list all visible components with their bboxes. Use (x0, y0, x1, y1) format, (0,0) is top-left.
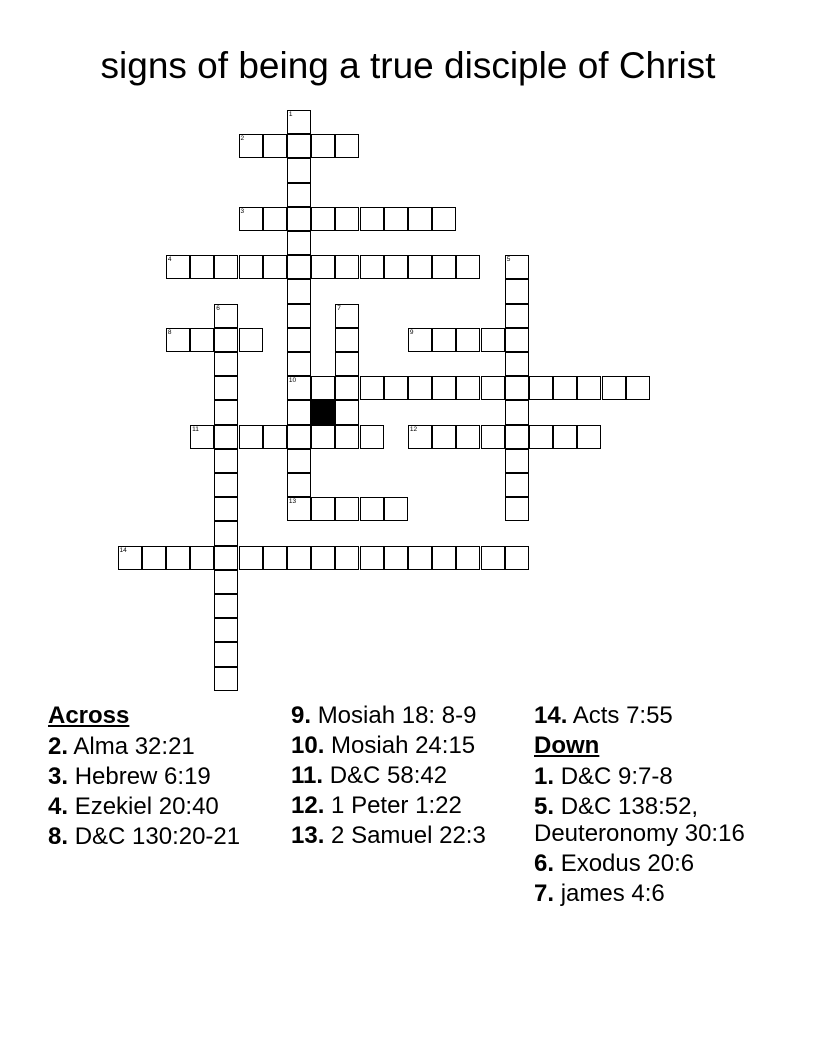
clue-across-8: 8. D&C 130:20-21 (48, 823, 241, 850)
clue-down-5: 5. D&C 138:52, Deuteronomy 30:16 (534, 793, 745, 847)
grid-cell[interactable] (360, 255, 384, 279)
grid-cell[interactable] (432, 328, 456, 352)
grid-cell[interactable] (214, 425, 238, 449)
grid-cell[interactable] (311, 134, 335, 158)
grid-cell[interactable] (214, 328, 238, 352)
grid-cell[interactable] (287, 158, 311, 182)
grid-cell[interactable] (287, 376, 311, 400)
grid-cell[interactable] (166, 255, 190, 279)
grid-cell[interactable] (384, 255, 408, 279)
grid-cell[interactable] (287, 231, 311, 255)
grid-cell[interactable] (553, 376, 577, 400)
grid-cell[interactable] (311, 497, 335, 521)
grid-cell[interactable] (287, 497, 311, 521)
grid-cell[interactable] (432, 376, 456, 400)
grid-cell[interactable] (287, 304, 311, 328)
grid-cell[interactable] (214, 570, 238, 594)
clue-across-13: 13. 2 Samuel 22:3 (291, 822, 486, 849)
cell-number: 7 (337, 304, 341, 312)
grid-cell[interactable] (335, 546, 359, 570)
grid-cell[interactable] (505, 497, 529, 521)
clue-down-6: 6. Exodus 20:6 (534, 850, 695, 877)
grid-cell[interactable] (384, 376, 408, 400)
black-square (311, 400, 335, 424)
cell-number: 9 (409, 328, 414, 336)
grid-cell[interactable] (263, 134, 287, 158)
cell-number: 5 (506, 256, 511, 264)
grid-cell[interactable] (505, 352, 529, 376)
grid-cell[interactable] (335, 304, 359, 328)
grid-cell[interactable] (360, 425, 384, 449)
grid-cell[interactable] (505, 279, 529, 303)
grid-cell[interactable] (239, 328, 263, 352)
grid-cell[interactable] (311, 546, 335, 570)
grid-cell[interactable] (214, 473, 238, 497)
clue-across-3: 3. Hebrew 6:19 (48, 763, 211, 790)
grid-cell[interactable] (505, 304, 529, 328)
grid-cell[interactable] (311, 425, 335, 449)
grid-cell[interactable] (505, 473, 529, 497)
grid-cell[interactable] (505, 328, 529, 352)
cell-number: 1 (288, 111, 293, 118)
clue-down-7: 7. james 4:6 (534, 880, 665, 907)
grid-cell[interactable] (384, 207, 408, 231)
grid-cell[interactable] (214, 449, 238, 473)
grid-cell[interactable] (214, 352, 238, 376)
cell-number: 12 (409, 425, 418, 433)
grid-cell[interactable] (287, 328, 311, 352)
grid-cell[interactable] (287, 207, 311, 231)
grid-cell[interactable] (118, 546, 142, 570)
grid-cell[interactable] (263, 255, 287, 279)
grid-cell[interactable] (166, 546, 190, 570)
grid-cell[interactable] (335, 497, 359, 521)
grid-cell[interactable] (456, 425, 480, 449)
grid-cell[interactable] (602, 376, 626, 400)
grid-cell[interactable] (239, 546, 263, 570)
cell-number: 6 (216, 304, 220, 312)
grid-cell[interactable] (335, 328, 359, 352)
grid-cell[interactable] (408, 425, 432, 449)
grid-cell[interactable] (214, 304, 238, 328)
grid-cell[interactable] (626, 376, 650, 400)
grid-cell[interactable] (335, 255, 359, 279)
clue-across-14: 14. Acts 7:55 (534, 702, 673, 729)
cell-number: 10 (288, 377, 297, 385)
grid-cell[interactable] (311, 207, 335, 231)
grid-cell[interactable] (505, 255, 529, 279)
grid-cell[interactable] (577, 425, 601, 449)
cell-number: 13 (288, 498, 297, 506)
grid-cell[interactable] (456, 328, 480, 352)
grid-cell[interactable] (263, 425, 287, 449)
grid-cell[interactable] (287, 134, 311, 158)
grid-cell[interactable] (287, 400, 311, 424)
grid-cell[interactable] (239, 425, 263, 449)
grid-cell[interactable] (311, 376, 335, 400)
grid-cell[interactable] (505, 400, 529, 424)
grid-cell[interactable] (384, 546, 408, 570)
grid-cell[interactable] (214, 400, 238, 424)
grid-cell[interactable] (166, 328, 190, 352)
clues-column-2 (291, 702, 511, 852)
grid-cell[interactable] (456, 546, 480, 570)
grid-cell[interactable] (432, 255, 456, 279)
grid-cell[interactable] (384, 497, 408, 521)
grid-cell[interactable] (456, 255, 480, 279)
grid-cell[interactable] (481, 425, 505, 449)
grid-cell[interactable] (214, 667, 238, 691)
grid-cell[interactable] (190, 546, 214, 570)
grid-cell[interactable] (335, 425, 359, 449)
clue-across-9: 9. Mosiah 18: 8-9 (291, 702, 477, 729)
grid-cell[interactable] (335, 376, 359, 400)
grid-cell[interactable] (311, 255, 335, 279)
clue-across-11: 11. D&C 58:42 (291, 762, 448, 789)
clue-across-2: 2. Alma 32:21 (48, 733, 195, 760)
grid-cell[interactable] (214, 642, 238, 666)
grid-cell[interactable] (287, 546, 311, 570)
grid-cell[interactable] (287, 255, 311, 279)
grid-cell[interactable] (360, 497, 384, 521)
grid-cell[interactable] (287, 352, 311, 376)
grid-cell[interactable] (287, 425, 311, 449)
grid-cell[interactable] (214, 618, 238, 642)
grid-cell[interactable] (408, 328, 432, 352)
grid-cell[interactable] (239, 134, 263, 158)
cell-number: 8 (167, 328, 172, 336)
grid-cell[interactable] (287, 449, 311, 473)
grid-cell[interactable] (142, 546, 166, 570)
clues-column-3 (534, 702, 764, 910)
clues-column-1 (48, 702, 253, 853)
grid-cell[interactable] (335, 352, 359, 376)
grid-cell[interactable] (287, 473, 311, 497)
grid-cell[interactable] (263, 546, 287, 570)
grid-cell[interactable] (335, 134, 359, 158)
grid-cell[interactable] (432, 207, 456, 231)
clue-across-10: 10. Mosiah 24:15 (291, 732, 476, 759)
grid-cell[interactable] (505, 376, 529, 400)
clue-down-1: 1. D&C 9:7-8 (534, 763, 673, 790)
grid-cell[interactable] (432, 425, 456, 449)
grid-cell[interactable] (553, 425, 577, 449)
grid-cell[interactable] (287, 279, 311, 303)
grid-cell[interactable] (335, 207, 359, 231)
grid-cell[interactable] (529, 376, 553, 400)
grid-cell[interactable] (335, 400, 359, 424)
grid-cell[interactable] (214, 376, 238, 400)
down-heading: Down (534, 732, 600, 759)
grid-cell[interactable] (432, 546, 456, 570)
grid-cell[interactable] (529, 425, 553, 449)
grid-cell[interactable] (190, 255, 214, 279)
grid-cell[interactable] (287, 183, 311, 207)
grid-cell[interactable] (360, 546, 384, 570)
grid-cell[interactable] (481, 328, 505, 352)
grid-cell[interactable] (456, 376, 480, 400)
grid-cell[interactable] (190, 425, 214, 449)
grid-cell[interactable] (481, 546, 505, 570)
cell-number: 2 (240, 135, 245, 143)
grid-cell[interactable] (190, 328, 214, 352)
grid-cell[interactable] (214, 255, 238, 279)
grid-cell[interactable] (239, 255, 263, 279)
grid-cell[interactable] (214, 546, 238, 570)
grid-cell[interactable] (505, 425, 529, 449)
grid-cell[interactable] (214, 521, 238, 545)
grid-cell[interactable] (505, 449, 529, 473)
grid-cell[interactable] (360, 207, 384, 231)
clue-across-4: 4. Ezekiel 20:40 (48, 793, 219, 820)
grid-cell[interactable] (505, 546, 529, 570)
puzzle-title: signs of being a true disciple of Christ (100, 45, 716, 86)
cell-number: 11 (192, 425, 199, 433)
cell-number: 14 (119, 546, 127, 554)
grid-cell[interactable] (287, 110, 311, 134)
clue-across-12: 12. 1 Peter 1:22 (291, 792, 462, 819)
grid-cell[interactable] (408, 376, 432, 400)
cell-number: 3 (240, 207, 245, 215)
grid-cell[interactable] (214, 594, 238, 618)
cell-number: 4 (167, 256, 172, 264)
grid-cell[interactable] (360, 376, 384, 400)
grid-cell[interactable] (577, 376, 601, 400)
grid-cell[interactable] (408, 255, 432, 279)
grid-cell[interactable] (481, 376, 505, 400)
grid-cell[interactable] (214, 497, 238, 521)
grid-cell[interactable] (263, 207, 287, 231)
grid-cell[interactable] (239, 207, 263, 231)
grid-cell[interactable] (408, 546, 432, 570)
grid-cell[interactable] (408, 207, 432, 231)
across-heading: Across (48, 702, 130, 729)
